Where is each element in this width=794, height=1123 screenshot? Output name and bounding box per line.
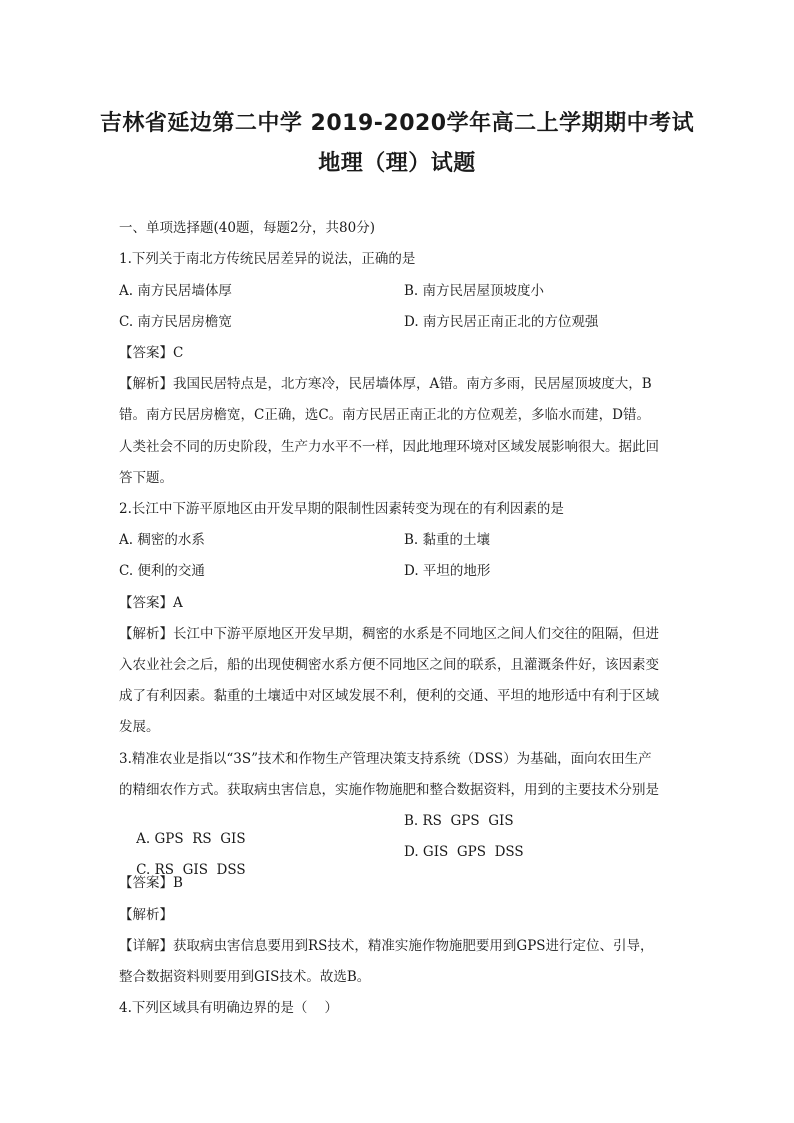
question-1-options-row-2 <box>119 313 679 331</box>
question-1-answer: 【答案】C <box>119 345 184 361</box>
question-2-option-c: C. 便利的交通 <box>119 563 205 579</box>
question-2-analysis-line-3: 成了有利因素。黏重的土壤适中对区域发展不利，便利的交通、平坦的地形适中有利于区域 <box>119 688 659 704</box>
question-2-analysis-line-2: 入农业社会之后，船的出现使稠密水系方便不同地区之间的联系，且灌溉条件好，该因素变 <box>119 657 659 673</box>
section-header: 一、单项选择题(40题，每题2分，共80分) <box>119 220 375 236</box>
question-1-analysis-line-4: 答下题。 <box>119 470 173 486</box>
question-2-option-a: A. 稠密的水系 <box>119 532 205 548</box>
question-3-option-d: D. GIS GPS DSS <box>404 844 524 860</box>
question-3-detail-line-1: 【详解】获取病虫害信息要用到RS技术，精准实施作物施肥要用到GPS进行定位、引导， <box>119 938 654 954</box>
question-3-option-c: C. RS GIS DSS <box>136 862 246 878</box>
question-1-option-a: A. 南方民居墙体厚 <box>119 283 232 299</box>
question-3-detail-line-2: 整合数据资料则要用到GIS技术。故选B。 <box>119 969 371 985</box>
question-3-stem-line-1: 3.精准农业是指以“3S”技术和作物生产管理决策支持系统（DSS）为基础，面向农田生产 <box>119 751 652 767</box>
question-2-answer: 【答案】A <box>119 595 183 611</box>
document-subtitle: 地理（理）试题 <box>318 151 476 176</box>
question-1-stem: 1.下列关于南北方传统民居差异的说法，正确的是 <box>119 251 416 267</box>
question-2-option-b: B. 黏重的土壤 <box>404 532 491 548</box>
question-1-analysis-line-3: 人类社会不同的历史阶段，生产力水平不一样，因此地理环境对区域发展影响很大。据此回 <box>119 439 659 455</box>
question-2-options-row-2 <box>119 562 679 580</box>
question-3-stem-line-2: 的精细农作方式。获取病虫害信息，实施作物施肥和整合数据资料，用到的主要技术分别是 <box>119 782 659 798</box>
document-title: 吉林省延边第二中学 2019-2020学年高二上学期期中考试 <box>99 111 695 136</box>
question-2-options-row-1 <box>119 531 679 549</box>
question-4-stem: 4.下列区域具有明确边界的是（ ） <box>119 1000 339 1016</box>
question-2-stem: 2.长江中下游平原地区由开发早期的限制性因素转变为现在的有利因素的是 <box>119 501 564 517</box>
question-2-option-d: D. 平坦的地形 <box>404 563 491 579</box>
question-3-option-b: B. RS GPS GIS <box>404 813 514 829</box>
question-3-answer: 【答案】B <box>119 875 183 891</box>
question-1-option-b: B. 南方民居屋顶坡度小 <box>404 283 545 299</box>
question-2-analysis-line-4: 发展。 <box>119 719 160 735</box>
question-3-analysis-heading: 【解析】 <box>119 907 173 923</box>
question-3-option-a: A. GPS RS GIS <box>136 831 246 847</box>
question-1-option-d: D. 南方民居正南正北的方位观强 <box>404 314 599 330</box>
question-1-options-row-1 <box>119 282 679 300</box>
question-1-analysis-line-2: 错。南方民居房檐宽，C正确，选C。南方民居正南正北的方位观差，多临水而建，D错。 <box>119 407 650 423</box>
question-2-analysis-line-1: 【解析】长江中下游平原地区开发早期，稠密的水系是不同地区之间人们交往的阻隔，但进 <box>119 626 659 642</box>
question-1-analysis-line-1: 【解析】我国民居特点是，北方寒冷，民居墙体厚，A错。南方多雨，民居屋顶坡度大，B <box>119 376 652 392</box>
question-1-option-c: C. 南方民居房檐宽 <box>119 314 232 330</box>
